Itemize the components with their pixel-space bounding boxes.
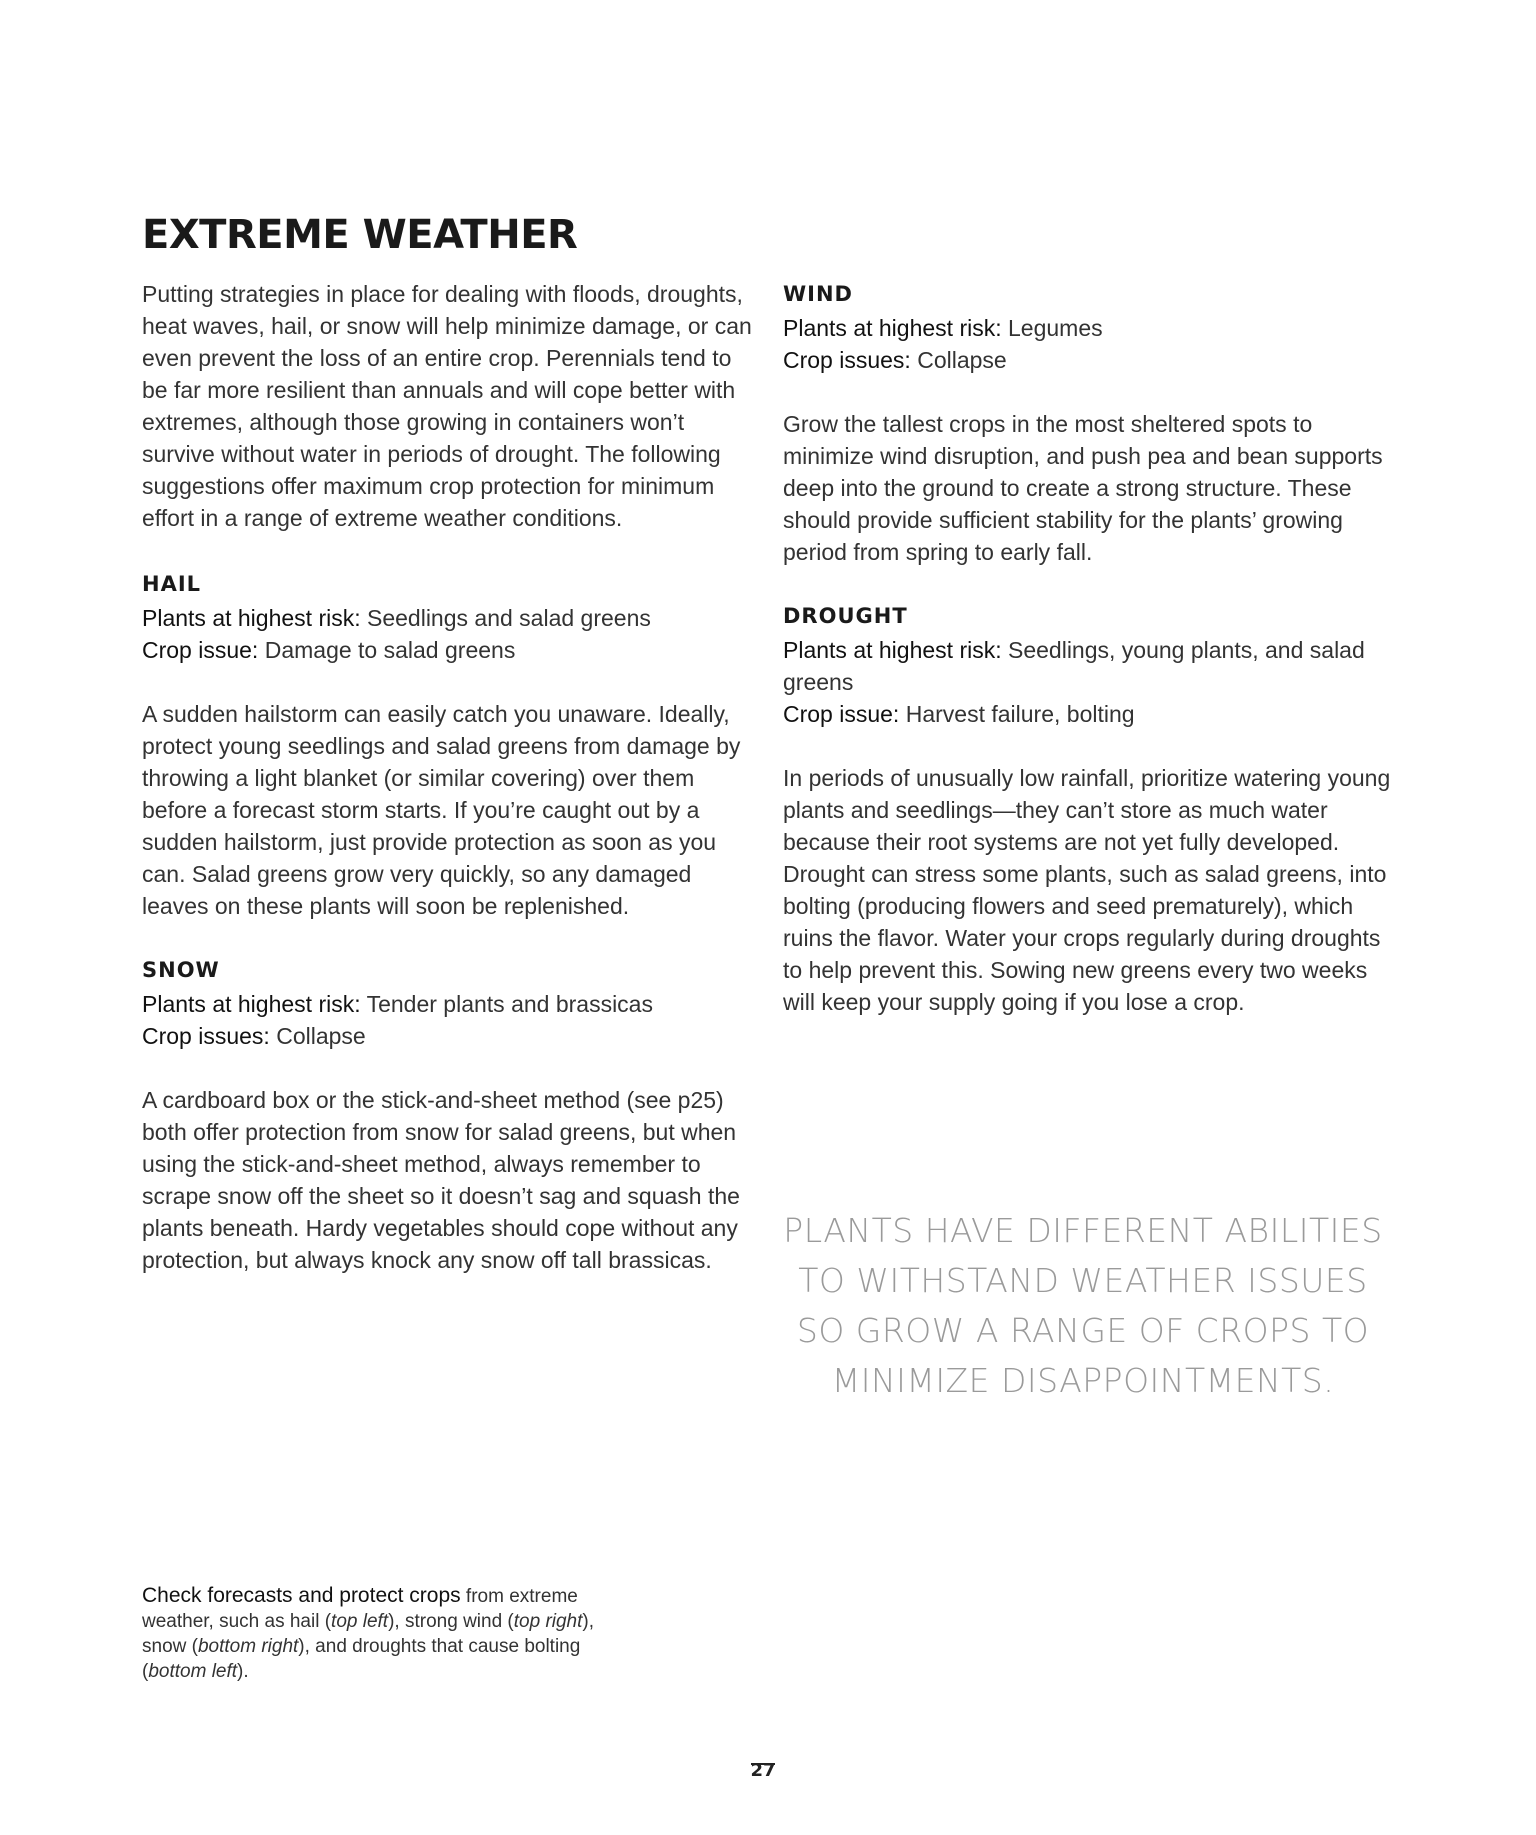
caption-italic: top right [513,1611,583,1632]
hail-body: A sudden hailstorm can easily catch you unaware. Ideally, protect young seedlings and salad greens from damage by throwing a light blanket (or similar covering) over them before a forecast storm starts. If you’re caught out by a sudden hailstorm, just provide protection as soon as you can. Salad greens grow very quickly, so any damaged leaves on these plants will soon be replenished. [142,701,741,919]
snow-body: A cardboard box or the stick-and-sheet method (see p25) both offer protection from snow for salad greens, but when using the stick-and-sheet method, always remember to scrape snow off the sheet so it doesn’t sag and squash the plants beneath. Hardy vegetables should cope without any protection, but always knock any snow off tall brassicas. [142,1087,740,1273]
risk-value: Legumes [1001,315,1103,341]
hail-heading: HAIL [142,572,202,596]
caption-italic: top left [331,1611,389,1632]
issue-label: Crop issues: [142,1023,270,1049]
pull-quote: PLANTS HAVE DIFFERENT ABILITIES TO WITHSTAND WEATHER ISSUES SO GROW A RANGE OF CROPS TO MINIMIZE DISAPPOINTMENTS. [783,1211,1383,1400]
risk-value: Tender plants and brassicas [360,991,653,1017]
page-number: 27 [750,1760,776,1781]
drought-section [783,602,1393,1018]
issue-value: Damage to salad greens [258,637,516,663]
issue-value: Harvest failure, bolting [899,701,1135,727]
issue-label: Crop issue: [142,637,259,663]
wind-issue [783,344,1393,376]
drought-issue [783,698,1393,730]
caption-text: ), and droughts that cause bolting ( [142,1636,581,1682]
drought-risk [783,634,1393,698]
hail-issue [142,634,752,666]
snow-risk [142,988,752,1020]
wind-risk [783,312,1393,344]
issue-label: Crop issues: [783,347,911,373]
snow-section [142,956,752,1276]
page-title: EXTREME WEATHER [142,212,578,258]
risk-label: Plants at highest risk: [783,315,1002,341]
photo-caption [142,1583,612,1684]
hail-risk [142,602,752,634]
right-column [783,280,1393,1018]
caption-italic: bottom left [148,1661,238,1682]
caption-text: from extreme weather, such as hail ( [142,1586,578,1632]
issue-label: Crop issue: [783,701,900,727]
snow-issue [142,1020,752,1052]
issue-value: Collapse [269,1023,366,1049]
wind-section [783,280,1393,568]
risk-label: Plants at highest risk: [142,605,361,631]
wind-heading: WIND [783,282,853,306]
risk-label: Plants at highest risk: [142,991,361,1017]
caption-lead: Check forecasts and protect crops [142,1584,461,1607]
left-column [142,212,752,1276]
snow-heading: SNOW [142,958,220,982]
caption-text: ), strong wind ( [388,1611,514,1632]
risk-value: Seedlings and salad greens [360,605,651,631]
issue-value: Collapse [910,347,1007,373]
drought-body: In periods of unusually low rainfall, prioritize watering young plants and seedlings—they can’t store as much water because their root systems are not yet fully developed. Drought can stress some plants, such as salad greens, into bolting (producing flowers and seed prematurely), which ruins the flavor. Water your crops regularly during droughts to help prevent this. Sowing new greens every two weeks will keep your supply going if you lose a crop. [783,765,1391,1015]
drought-heading: DROUGHT [783,604,908,628]
wind-body: Grow the tallest crops in the most sheltered spots to minimize wind disruption, and push pea and bean supports deep into the ground to create a strong structure. These should provide sufficient stability for the plants’ growing period from spring to early fall. [783,411,1383,565]
hail-section [142,570,752,922]
intro-paragraph: Putting strategies in place for dealing with floods, droughts, heat waves, hail, or snow will help minimize damage, or can even prevent the loss of an entire crop. Perennials tend to be far more resilient than annuals and will cope better with extremes, although those growing in containers won’t survive without water in periods of drought. The following suggestions offer maximum crop protection for minimum effort in a range of extreme weather conditions. [142,281,752,531]
caption-text: ). [237,1661,249,1682]
risk-value: Seedlings, young plants, and salad greens [783,637,1365,695]
caption-text: ), snow ( [142,1611,595,1657]
caption-italic: bottom right [197,1636,299,1657]
risk-label: Plants at highest risk: [783,637,1002,663]
